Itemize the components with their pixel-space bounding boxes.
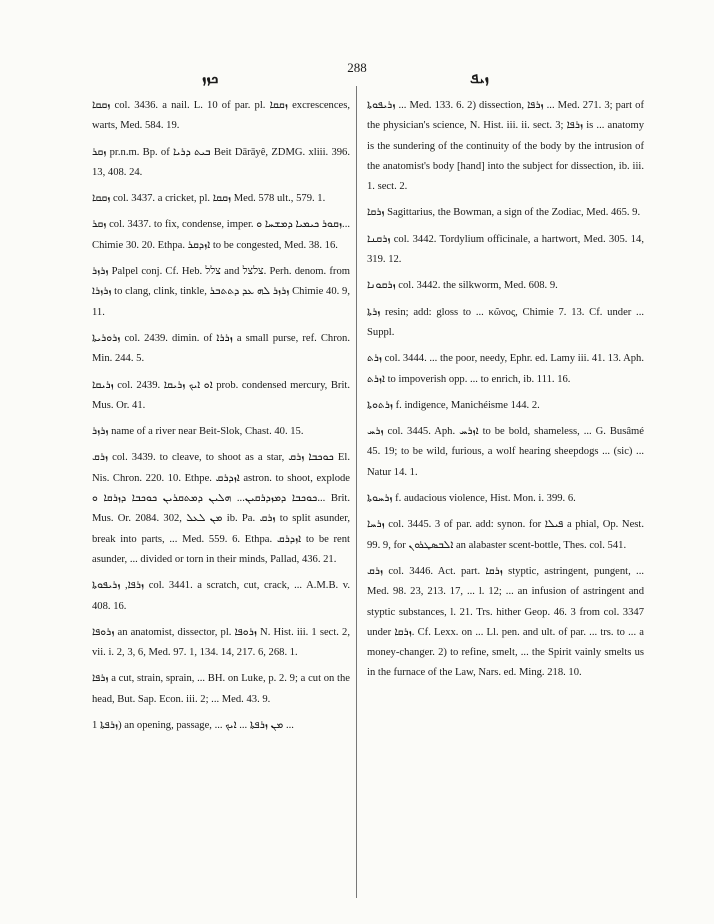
entry: ܙܪܩ col. 3439. to cleave, to shoot as a star, ܟܘܟܒܐ ܙܪܩ El. Nis. Chron. 220. 10. Ethpe. ܐܙܕܪܩ astron. to shoot, explode ܟܘܟܒܐ ܕܡܙܕܪܩܝܢ... ܗܠܝܢ ܕܡܬܩܪܝܢ ܟܘܟܒܐ ܕܙܪܩܐ ܘ... Brit. Mus. Or. 2084. 302, ܡܢ ܠܥܠ ib. Pa. ܙܪܩ to split asunder, break into parts, ... Med. 559. 6. Ethpa. ܐܙܕܪܩ to be rent asunder, ... divided or torn in their minds, Pallad, 436. 21. [92,452,351,565]
entry: ܙܩܪ pr.n.m. Bp. of ܒܝܬ ܕܪܝܐ Beit Dārāyê, ZDMG. xliii. 396. 13, 408. 24. [92,146,350,178]
entry: ܙܪܩܢܐ col. 3442. Tordylium officinale, a hartwort, Med. 305. 14, 319. 12. [367,233,644,266]
entry: ܙܪܩܘܢܐ col. 3442. the silkworm, Med. 608. 9. [367,280,558,292]
running-head-left: ܟܙܙ [202,71,219,87]
right-column [367,96,644,690]
entry: ܙܪܬܘܬܐ f. indigence, Manichéisme 144. 2. [367,399,540,411]
entry: ܙܪܩ col. 3446. Act. part. ܙܪܩܐ styptic, astringent, pungent, ... Med. 98. 23, 213. 17, ... l. 12; ... an infusion of astringent and styptic substances, l. 21. Trs. hither Geop. 46. 3 from col. 3347 under ܙܪܩܐ. Cf. Lexx. on ... Ll. pen. and ult. of par. ... trs. to ... a money-changer. 2) to refine, smelt, ... the Spirit vainly smelts us in the furnace of the Law, Nars. ed. Ming. 218. 10. [367,565,644,679]
entry: ܙܪܚܘܬܐ f. audacious violence, Hist. Mon. i. 399. 6. [367,493,576,505]
entry: ܙܪܬܐ resin; add: gloss to ... κῶνος, Chimie 7. 13. Cf. under ... Suppl. [367,306,644,338]
entry: ܙܪܚܐ col. 3445. 3 of par. add: synon. for ܦܝܠܐ a phial, Op. Nest. 99. 9, for ܐܠܒܣܛܪܘܢ an alabaster scent-bottle, Thes. col. 541. [367,519,644,551]
entry: ܙܪܬ col. 3444. ... the poor, needy, Ephr. ed. Lamy iii. 41. 13. Aph. ܐܙܪܬ to impoverish opp. ... to enrich, ib. 111. 16. [367,353,644,385]
entry: ܙܪܘܦܐ an anatomist, dissector, pl. ܙܪܘܦܐ N. Hist. iii. 1 sect. 2, vii. i. 2, 3, 6, Med. 97. 1, 134. 14, 217. 6, 268. 1. [92,626,350,659]
entry: ܙܪܩܐ Sagittarius, the Bowman, a sign of the Zodiac, Med. 465. 9. [367,207,641,219]
running-head-right: ܙܝܦ [470,71,489,87]
entry: ܙܪܘܪܝܬܐ col. 2439. dimin. of ܙܪܪܐ a small purse, ref. Chron. Min. 244. 5. [92,332,350,365]
column-divider [356,86,357,898]
entry: ܙܩܩܐ col. 3437. a cricket, pl. ܙܩܩܐ Med. 578 ult., 579. 1. [92,193,326,205]
entry: ܙܪܙܪ Palpel conj. Cf. Heb. צלל and צלצל. Perh. denom. from ܙܪܙܪܐ to clang, clink, tinkle, ܙܪܙܪ ܠܗ ܥܕ ܕܬܬܒܪ Chimie 40. 9, 11. [92,266,350,318]
entry: ܙܪܚ col. 3445. Aph. ܐܙܪܚ to be bold, shameless, ... G. Busâmé 45. 19; to be wild, furious, a wolf hearing sheepdogs ... (sic) ... Natur 14. 1. [367,426,644,478]
entry: ܙܪܦܐ a cut, strain, sprain, ... BH. on Luke, p. 2. 9; a cut on the head, But. Sap. Econ. iii. 2; ... Med. 43. 9. [92,673,350,705]
left-column [92,96,350,742]
entry: ܙܪܝܩܐ col. 2439. ܐܘ ܐܝܟ ܙܪܝܩܐ prob. condensed mercury, Brit. Mus. Or. 41. [92,379,350,411]
entry: ܙܪܝܦܘܬܐ ... Med. 133. 6. 2) dissection, ܙܪܦܐ ... Med. 271. 3; part of the physician's science, N. Hist. iii. ii. sect. 3; ܙܪܦܐ is ... anatomy is the sundering of the continuity of the body by the intrusion of the anatomist's body [hand] into the subject for dissection, ib. iii. 1. sect. 2. [367,100,644,193]
entry: ܙܩܩܐ col. 3436. a nail. L. 10 of par. pl. ܙܩܩܐ excrescences, warts, Med. 584. 19. [92,100,351,132]
entry: ܙܪܦܐ, ܙܪܝܦܘܬܐ col. 3441. a scratch, cut, crack, ... A.M.B. v. 408. 16. [92,580,350,612]
entry: ܙܪܦܬܐ 1) an opening, passage, ... ܡܢ ܙܪܦܬܐ ... ܐܝܟ ... [92,720,294,732]
entry: ܙܪܙܪ name of a river near Beit-Slok, Chast. 40. 15. [92,426,304,438]
page-number: 288 [347,60,367,75]
entry: ܙܩܪ col. 3437. to fix, condense, imper. ܙܩܘܪ ܟܝܡܝܐ ܕܡܫܚܐ ܘ... Chimie 30. 20. Ethpa. ܐܙܕܩܪ to be congested, Med. 38. 16. [92,219,350,251]
